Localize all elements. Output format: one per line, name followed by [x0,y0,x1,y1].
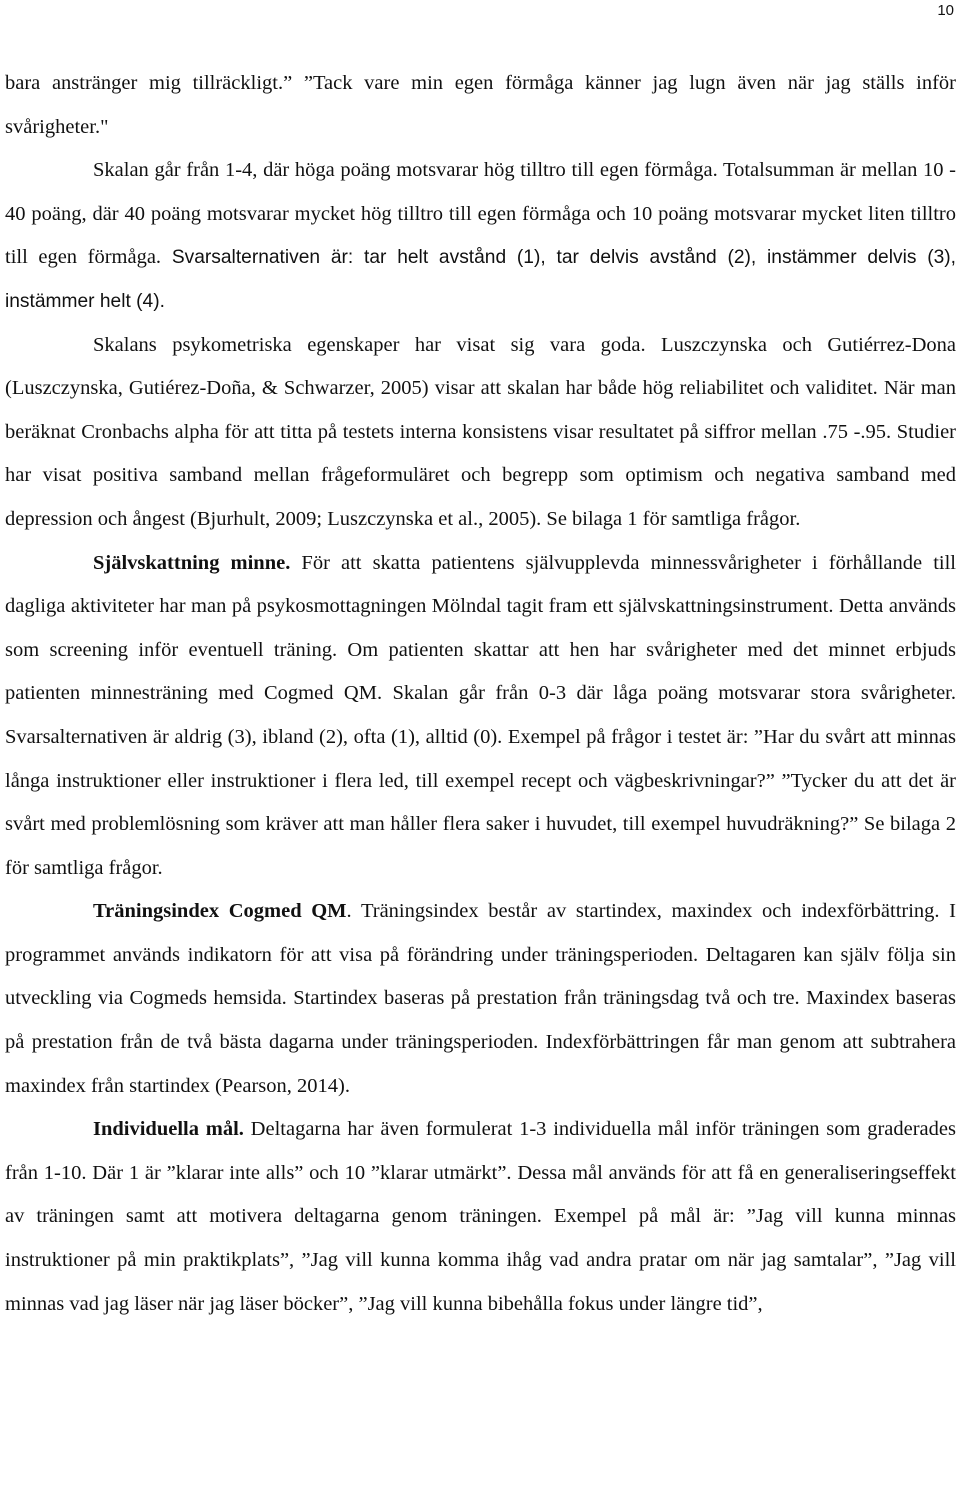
paragraph-psychometrics [5,324,956,542]
paragraph-scale-description [5,149,956,323]
paragraph-text: . Träningsindex består av startindex, maxindex och indexförbättring. I programmet används indikatorn för att visa på förändring under träningsperioden. Deltagaren kan själv följa sin utveckling via Cogmeds hemsida. Startindex baseras på prestation från träningsdag två och tre. Maxindex baseras på prestation från de två bästa dagarna under träningsperioden. Indexförbättringen får man genom att subtrahera maxindex från startindex (Pearson, 2014). [5,900,957,1097]
section-heading: Självskattning minne. [93,551,291,574]
page-number: 10 [937,2,954,19]
paragraph-text-sans: Svarsalternativen är: tar helt avstånd (1), tar delvis avstånd (2), instämmer delvis (3), instämmer helt (4). [5,247,957,312]
paragraph-text: För att skatta patientens självupplevda minnessvårigheter i förhållande till dagliga aktiviteter har man på psykosmottagningen Mölndal tagit fram ett självskattningsinstrument. Detta används som screening inför eventuell träning. Om patienten skattar att hen har svårigheter med det minnet erbjuds patienten minnesträning med Cogmed QM. Skalan går från 0-3 där låga poäng motsvarar stora svårigheter. Svarsalternativen är aldrig (3), ibland (2), ofta (1), alltid (0). Exempel på frågor i testet är: ”Har du svårt att minnas långa instruktioner eller instruktioner i flera led, till exempel recept och vägbeskrivningar?” ”Tycker du att det är svårt med problemlösning som kräver att man håller flera saker i huvudet, till exempel huvudräkning?” Se bilaga 2 för samtliga frågor. [5,551,956,879]
section-heading: Individuella mål. [93,1118,244,1141]
paragraph-training-index [5,890,956,1108]
paragraph-continuation [5,62,956,149]
document-body [5,62,956,1326]
paragraph-text: bara anstränger mig tillräckligt.” ”Tack vare min egen förmåga känner jag lugn även när jag ställs inför svårigheter." [5,72,956,138]
paragraph-text: Skalan går från 1-4, där höga poäng motsvarar hög tilltro till egen förmåga. Totalsumman är mellan 10 - 40 poäng, där 40 poäng motsvarar mycket hög tilltro till egen förmåga och 10 poäng motsvarar mycket liten tilltro till egen förmåga. [5,159,956,269]
paragraph-self-rating-memory [5,542,956,891]
paragraph-individual-goals [5,1108,956,1326]
section-heading: Träningsindex Cogmed QM [93,900,347,923]
paragraph-text: Deltagarna har även formulerat 1-3 individuella mål inför träningen som graderades från 1-10. Där 1 är ”klarar inte alls” och 10 ”klarar utmärkt”. Dessa mål används för att få en generaliseringseffekt av träningen samt att motivera deltagarna genom träningen. Exempel på mål är: ”Jag vill kunna minnas instruktioner på min praktikplats”, ”Jag vill kunna komma ihåg vad andra pratar om när jag samtalar”, ”Jag vill minnas vad jag läser när jag läser böcker”, ”Jag vill kunna bibehålla fokus under längre tid”, [5,1118,956,1315]
paragraph-text: Skalans psykometriska egenskaper har visat sig vara goda. Luszczynska och Gutiérrez-Dona (Luszczynska, Gutiérez-Doña, & Schwarzer, 2005) visar att skalan har både hög reliabilitet och validitet. När man beräknat Cronbachs alpha för att titta på testets interna konsistens visar resultatet på siffror mellan .75 -.95. Studier har visat positiva samband mellan frågeformuläret och begrepp som optimism och negativa samband med depression och ångest (Bjurhult, 2009; Luszczynska et al., 2005). Se bilaga 1 för samtliga frågor. [5,333,956,530]
